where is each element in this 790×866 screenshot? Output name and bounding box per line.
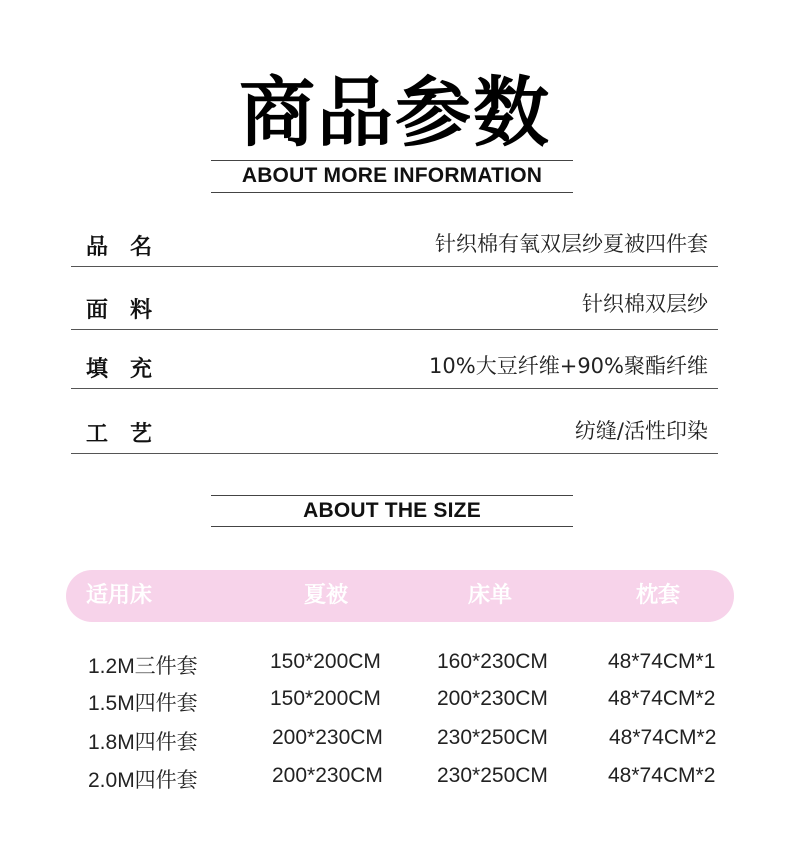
table-row bbox=[0, 764, 790, 800]
table-cell-quilt: 200*230CM bbox=[272, 726, 383, 749]
size-banner-text: ABOUT THE SIZE bbox=[303, 499, 481, 522]
info-banner-text: ABOUT MORE INFORMATION bbox=[241, 164, 543, 187]
spec-label: 工艺 bbox=[86, 422, 175, 447]
spec-value: 针织棉有氧双层纱夏被四件套 bbox=[435, 232, 708, 256]
spec-divider bbox=[71, 453, 718, 454]
table-cell-pillowcase: 48*74CM*2 bbox=[609, 726, 717, 749]
column-header-bed: 适用床 bbox=[86, 583, 153, 608]
banner-bottom-rule bbox=[211, 192, 573, 193]
spec-value: 针织棉双层纱 bbox=[582, 292, 708, 316]
spec-row-fabric bbox=[71, 270, 718, 330]
table-cell-quilt: 150*200CM bbox=[270, 687, 381, 710]
column-header-pillowcase: 枕套 bbox=[636, 583, 681, 608]
spec-divider bbox=[71, 266, 718, 267]
table-cell-bed: 1.5M四件套 bbox=[88, 692, 198, 715]
table-cell-bed: 1.2M三件套 bbox=[88, 655, 198, 678]
info-banner bbox=[211, 160, 573, 193]
table-cell-sheet: 230*250CM bbox=[437, 764, 548, 787]
spec-row-name bbox=[71, 207, 718, 267]
table-row bbox=[0, 650, 790, 686]
table-cell-quilt: 150*200CM bbox=[270, 650, 381, 673]
size-table-header bbox=[66, 570, 734, 622]
spec-label: 品名 bbox=[86, 235, 175, 260]
column-header-sheet: 床单 bbox=[468, 583, 513, 608]
spec-divider bbox=[71, 388, 718, 389]
table-cell-sheet: 230*250CM bbox=[437, 726, 548, 749]
table-cell-sheet: 160*230CM bbox=[437, 650, 548, 673]
size-banner bbox=[211, 495, 573, 527]
banner-top-rule bbox=[211, 160, 573, 161]
column-header-quilt: 夏被 bbox=[304, 583, 349, 608]
banner-top-rule bbox=[211, 495, 573, 496]
table-row bbox=[0, 687, 790, 723]
spec-value: 10%大豆纤维+90%聚酯纤维 bbox=[429, 354, 708, 378]
table-cell-quilt: 200*230CM bbox=[272, 764, 383, 787]
table-cell-bed: 1.8M四件套 bbox=[88, 731, 198, 754]
spec-label: 填充 bbox=[86, 357, 175, 382]
table-cell-pillowcase: 48*74CM*2 bbox=[608, 687, 716, 710]
table-cell-pillowcase: 48*74CM*1 bbox=[608, 650, 716, 673]
table-row bbox=[0, 726, 790, 762]
spec-label: 面料 bbox=[86, 298, 175, 323]
banner-bottom-rule bbox=[211, 526, 573, 527]
spec-value: 纺缝/活性印染 bbox=[574, 419, 708, 443]
page-title: 商品参数 bbox=[239, 68, 551, 157]
table-cell-sheet: 200*230CM bbox=[437, 687, 548, 710]
spec-row-craft bbox=[71, 394, 718, 454]
table-cell-bed: 2.0M四件套 bbox=[88, 769, 198, 792]
spec-row-filling bbox=[71, 329, 718, 389]
table-cell-pillowcase: 48*74CM*2 bbox=[608, 764, 716, 787]
